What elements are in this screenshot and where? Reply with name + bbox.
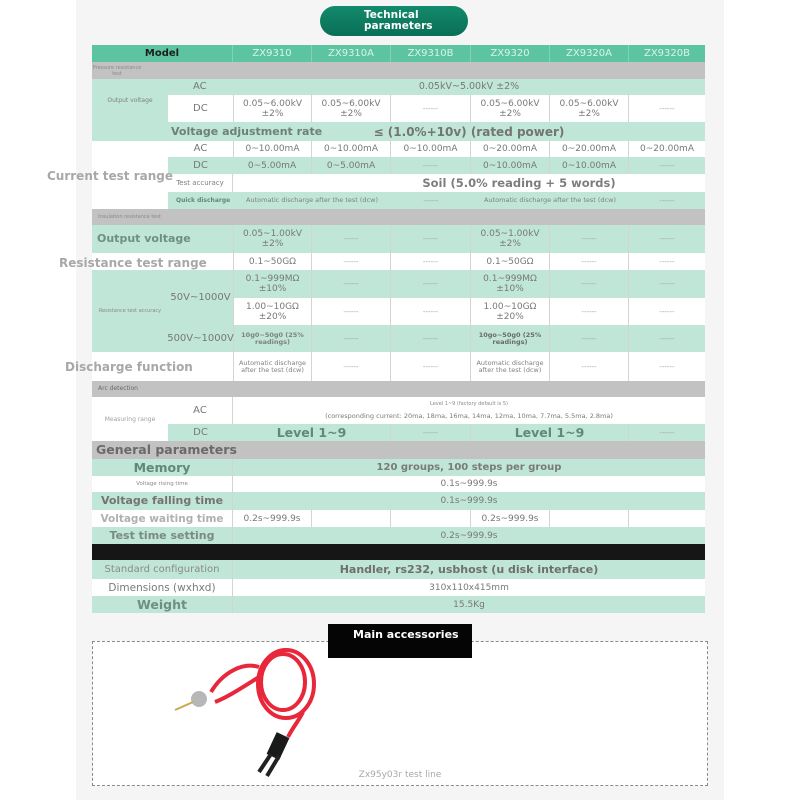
dc-value-2: 0.05~6.00kV ±2%	[312, 95, 391, 122]
arc-dc-row	[92, 424, 705, 441]
ins-output-value-2: ------	[312, 225, 391, 253]
band1-r1-value-3: ------	[391, 270, 471, 298]
quick-discharge-row	[92, 192, 705, 209]
current-ac-row	[92, 141, 705, 157]
current-dc-value-1: 0~5.00mA	[233, 157, 312, 174]
header-model-6: ZX9320B	[643, 47, 690, 59]
band1-r1-value-2: ------	[312, 270, 391, 298]
current-ac-value-3: 0~10.00mA	[391, 141, 471, 157]
dc-value-3: ------	[391, 95, 471, 122]
discharge-value-3: ------	[391, 352, 471, 381]
band1-r2-value-4: 1.00~10GΩ ±20%	[471, 298, 550, 325]
quick-discharge-value-1: Automatic discharge after the test (dcw)	[246, 196, 378, 204]
band2-value-1: 10g0~50g0 (25% readings)	[233, 325, 312, 352]
ac-label: AC	[193, 81, 207, 92]
band2-value-5: ------	[550, 325, 629, 352]
current-dc-value-5: 0~10.00mA	[550, 157, 629, 174]
range-value-1: 0.1~50GΩ	[233, 253, 312, 270]
accessories-box	[92, 641, 708, 786]
range-value-6: ------	[659, 257, 675, 266]
current-dc-row	[92, 157, 705, 174]
current-test-range-label: Current test range	[47, 169, 173, 183]
rising-value: 0.1s~999.9s	[440, 479, 498, 489]
band1-label: 50V~1000V	[168, 270, 233, 325]
discharge-value-5: ------	[550, 352, 629, 381]
memory-label: Memory	[92, 459, 233, 476]
section-pressure-label: Pressure resistance test	[92, 64, 142, 77]
header-model-1: ZX9310	[233, 45, 312, 62]
memory-value: 120 groups, 100 steps per group	[376, 461, 562, 473]
current-dc-value-4: 0~10.00mA	[471, 157, 550, 174]
waiting-value-2	[312, 510, 391, 527]
discharge-value-2: ------	[312, 352, 391, 381]
range-value-3: ------	[391, 253, 471, 270]
waiting-label: Voltage waiting time	[92, 510, 233, 527]
current-dc-label: DC	[193, 159, 208, 171]
rising-label: Voltage rising time	[92, 476, 233, 492]
output-voltage-label: Output voltage	[92, 79, 168, 122]
band2-value-4: 10go~50g0 (25% readings)	[471, 325, 550, 352]
arc-ac-line2: (corresponding current: 20ma, 18ma, 16ma, 14ma, 12ma, 10ma, 7.7ma, 5.5ma, 2.8ma)	[325, 411, 613, 420]
discharge-function-label: Discharge function	[65, 360, 193, 374]
quick-discharge-value-3: Automatic discharge after the test (dcw)	[484, 196, 616, 204]
quick-discharge-value-2: ------	[423, 196, 439, 205]
arc-dc-value-2: ------	[391, 424, 471, 441]
insulation-output-label: Output voltage	[97, 232, 191, 245]
header-model-3: ZX9310B	[391, 45, 471, 62]
title-text: Technical parameters	[364, 9, 433, 32]
band2-value-2: ------	[312, 325, 391, 352]
current-ac-value-4: 0~20.00mA	[471, 141, 550, 157]
current-accuracy-row	[92, 174, 705, 192]
output-voltage-ac-value: 0.05kV~5.00kV ±2%	[418, 81, 520, 92]
header-model-5: ZX9320A	[550, 45, 629, 62]
header-model-4: ZX9320	[471, 45, 550, 62]
falling-value: 0.1s~999.9s	[440, 496, 498, 506]
test-time-label: Test time setting	[92, 527, 233, 544]
voltage-adjustment-value: ≤ (1.0%+10v) (rated power)	[373, 124, 565, 139]
test-time-row	[92, 527, 705, 544]
arc-ac-row	[92, 397, 705, 424]
dc-label: DC	[193, 102, 208, 114]
resistance-accuracy-label: Resistance test accuracy	[92, 270, 168, 352]
arc-ac-line1: Level 1~9 (factory default is 5)	[430, 400, 508, 407]
main-accessories-label: Main accessories	[328, 624, 472, 658]
ins-output-value-6: ------	[659, 235, 675, 243]
band1-r2-value-6: ------	[659, 307, 675, 316]
range-value-4: 0.1~50GΩ	[471, 253, 550, 270]
rising-row	[92, 476, 705, 492]
waiting-value-4: 0.2s~999.9s	[471, 510, 550, 527]
config-row	[92, 560, 705, 579]
weight-label: Weight	[92, 596, 233, 613]
dc-value-4: 0.05~6.00kV ±2%	[471, 95, 550, 122]
table-header	[92, 45, 705, 62]
current-ac-value-2: 0~10.00mA	[312, 141, 391, 157]
band1-r2-value-3: ------	[391, 298, 471, 325]
header-model: Model	[92, 45, 233, 62]
section-insulation-label: Insulation resistance test	[98, 214, 161, 220]
arc-dc-label: DC	[193, 426, 208, 438]
band2-label: 500V~1000V	[168, 325, 233, 352]
band1-r2-value-2: ------	[312, 298, 391, 325]
arc-ac-value	[233, 397, 705, 424]
insulation-output-row	[92, 225, 705, 253]
band1-r2-value-1: 1.00~10GΩ ±20%	[233, 298, 312, 325]
section-arc	[92, 381, 705, 397]
current-ac-value-6: 0~20.00mA	[640, 144, 694, 154]
current-dc-value-6: ------	[659, 161, 675, 170]
current-ac-label: AC	[193, 143, 208, 154]
dimensions-value: 310x110x415mm	[429, 582, 509, 593]
config-value: Handler, rs232, usbhost (u disk interface)	[339, 562, 599, 576]
dimensions-row	[92, 579, 705, 596]
band1-r2-value-5: ------	[550, 298, 629, 325]
current-accuracy-label: Test accuracy	[168, 174, 233, 192]
dimensions-label: Dimensions (wxhxd)	[92, 579, 233, 596]
waiting-value-1: 0.2s~999.9s	[233, 510, 312, 527]
discharge-value-6: ------	[659, 362, 675, 371]
ins-output-value-3: ------	[391, 225, 471, 253]
section-general-label: General parameters	[96, 442, 237, 457]
current-dc-value-2: 0~5.00mA	[312, 157, 391, 174]
section-general	[92, 441, 705, 459]
voltage-adjustment-row	[92, 122, 705, 141]
weight-value: 15.5Kg	[453, 599, 485, 610]
falling-label: Voltage falling time	[92, 492, 233, 510]
current-accuracy-value: Soil (5.0% reading + 5 words)	[422, 176, 616, 190]
band1-r1-value-1: 0.1~999MΩ ±10%	[233, 270, 312, 298]
arc-dc-value-4: ------	[659, 428, 675, 437]
discharge-value-4: Automatic discharge after the test (dcw)	[471, 352, 550, 381]
ins-output-value-4: 0.05~1.00kV ±2%	[471, 225, 550, 253]
arc-ac-label: AC	[168, 397, 233, 424]
dc-value-5: 0.05~6.00kV ±2%	[550, 95, 629, 122]
waiting-row	[92, 510, 705, 527]
discharge-value-1: Automatic discharge after the test (dcw)	[233, 352, 312, 381]
test-time-value: 0.2s~999.9s	[440, 530, 498, 541]
waiting-value-5	[550, 510, 629, 527]
current-ac-value-1: 0~10.00mA	[233, 141, 312, 157]
band2-value-3: ------	[391, 325, 471, 352]
waiting-value-6	[629, 510, 705, 527]
weight-row	[92, 596, 705, 613]
quick-discharge-value-4: ------	[659, 196, 675, 205]
dc-value-6: ------	[659, 104, 675, 113]
ins-output-value-1: 0.05~1.00kV ±2%	[233, 225, 312, 253]
band1-r1-value-5: ------	[550, 270, 629, 298]
band1-r1-value-6: ------	[659, 280, 675, 288]
band2-value-6: ------	[659, 334, 675, 343]
divider-bar	[92, 544, 705, 560]
current-dc-value-3: ------	[391, 157, 471, 174]
section-arc-label: Arc detection	[98, 385, 138, 392]
output-voltage-ac-row	[92, 79, 705, 95]
arc-dc-value-3: Level 1~9	[471, 424, 629, 441]
section-pressure	[92, 62, 705, 79]
header-model-2: ZX9310A	[312, 45, 391, 62]
dc-value-1: 0.05~6.00kV ±2%	[233, 95, 312, 122]
band1-r1-value-4: 0.1~999MΩ ±10%	[471, 270, 550, 298]
section-insulation	[92, 209, 705, 225]
falling-row	[92, 492, 705, 510]
voltage-adjustment-label: Voltage adjustment rate	[171, 124, 323, 138]
current-ac-value-5: 0~20.00mA	[550, 141, 629, 157]
range-value-2: ------	[312, 253, 391, 270]
resistance-test-range-label: Resistance test range	[59, 256, 207, 270]
test-lead-image	[93, 642, 709, 787]
waiting-value-3	[391, 510, 471, 527]
quick-discharge-label: Quick discharge	[176, 196, 231, 204]
output-voltage-dc-row	[92, 95, 705, 122]
arc-dc-value-1: Level 1~9	[233, 424, 391, 441]
memory-row	[92, 459, 705, 476]
config-label: Standard configuration	[92, 560, 233, 579]
accessory-caption: Zx95y03r test line	[358, 770, 442, 780]
measuring-range-label: Measuring range	[92, 397, 168, 441]
technical-parameters-title	[320, 6, 468, 36]
ins-output-value-5: ------	[550, 225, 629, 253]
range-value-5: ------	[550, 253, 629, 270]
